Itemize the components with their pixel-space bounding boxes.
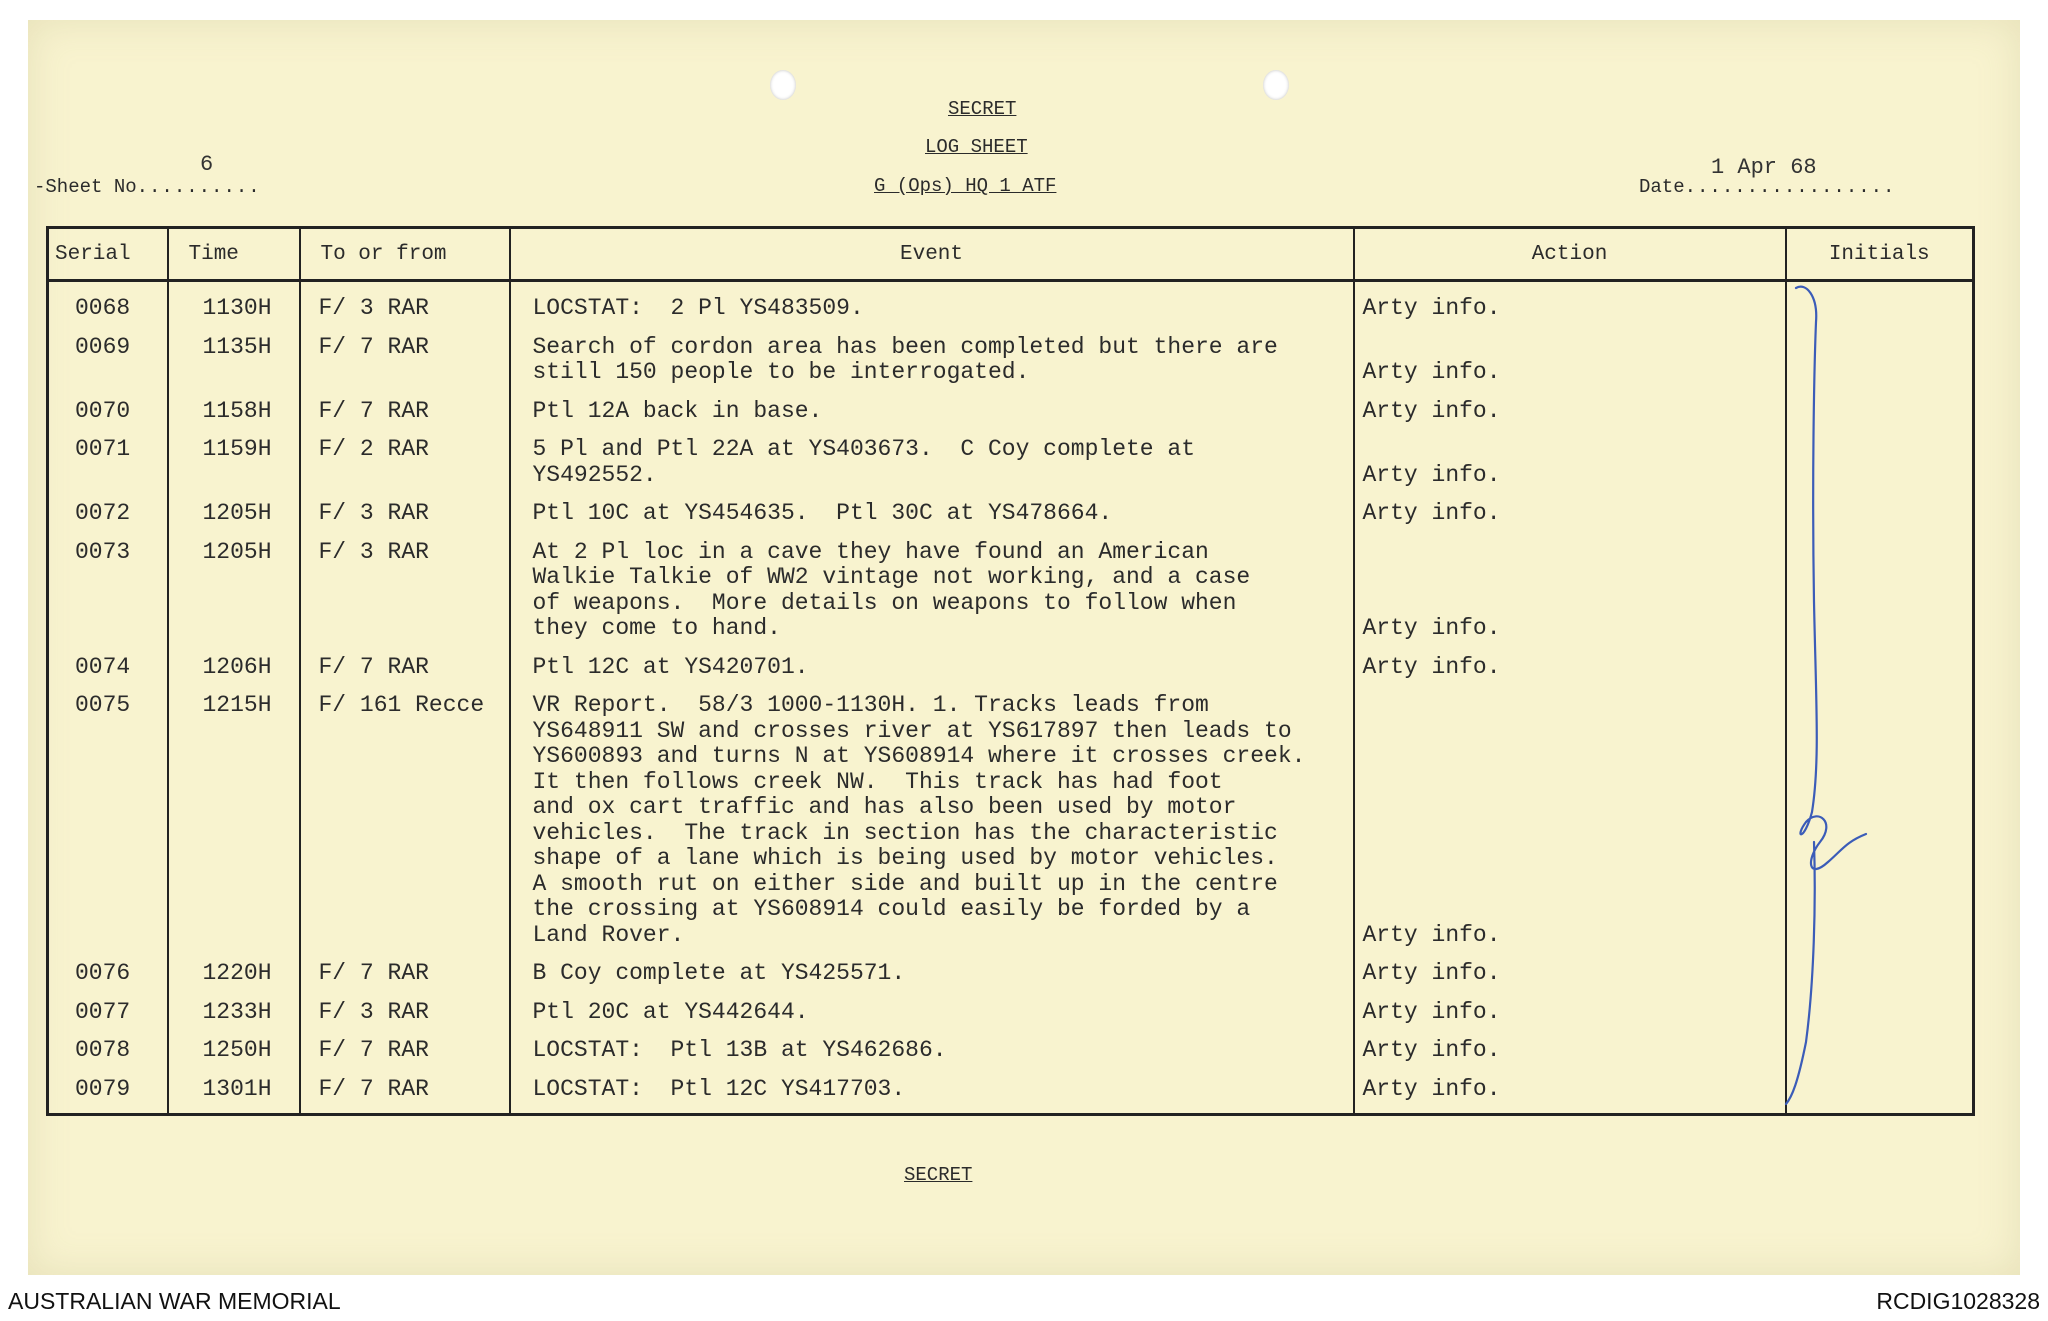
- from-cell: F/ 7 RAR: [318, 1075, 429, 1102]
- spacer-line: [75, 463, 167, 489]
- spacer-line: [319, 923, 509, 949]
- time-column: [169, 282, 299, 1102]
- from-cell: F/ 161 Recce: [318, 692, 485, 718]
- action-cell: Arty info.: [1362, 397, 1501, 424]
- time-cell: 1159H: [202, 436, 272, 462]
- serial-cell: 0070: [75, 397, 131, 424]
- spacer-line: [319, 591, 509, 617]
- time-cell: 1250H: [202, 1037, 272, 1063]
- action-cell: Arty info.: [1362, 461, 1501, 488]
- spacer-line: [203, 770, 299, 796]
- spacer-line: [75, 872, 167, 898]
- serial-column: [49, 282, 167, 1102]
- spacer-line: [203, 821, 299, 847]
- spacer-line: [1363, 770, 1785, 796]
- serial-cell: 0076: [75, 960, 131, 986]
- header-event: Event: [510, 228, 1354, 281]
- initials-signature: [1776, 282, 1886, 1112]
- spacer-line: [75, 770, 167, 796]
- serial-cell: 0079: [75, 1075, 131, 1102]
- action-cell: Arty info.: [1362, 653, 1501, 680]
- from-cell: F/ 3 RAR: [318, 295, 429, 321]
- spacer-line: [203, 591, 299, 617]
- event-line: LOCSTAT: Ptl 13B at YS462686.: [532, 1037, 947, 1063]
- action-cell: Arty info.: [1362, 500, 1501, 526]
- time-cell: 1233H: [202, 998, 272, 1025]
- spacer-line: [1363, 540, 1785, 566]
- log-table: [46, 226, 1975, 1116]
- spacer-line: [1363, 897, 1785, 923]
- from-cell: F/ 7 RAR: [318, 653, 429, 680]
- time-cell: 1301H: [202, 1075, 272, 1102]
- event-line: B Coy complete at YS425571.: [532, 960, 906, 986]
- serial-cell: 0074: [75, 653, 131, 680]
- serial-cell: 0073: [75, 538, 131, 565]
- event-column: [511, 282, 1353, 1102]
- spacer-line: [1363, 719, 1785, 745]
- spacer-line: [1363, 846, 1785, 872]
- event-line: YS492552.: [532, 461, 657, 488]
- event-line: VR Report. 58/3 1000-1130H. 1. Tracks leads from: [532, 692, 1209, 718]
- spacer-line: [75, 360, 167, 386]
- spacer-line: [1363, 591, 1785, 617]
- event-line: vehicles. The track in section has the characteristic: [532, 819, 1278, 846]
- action-cell: Arty info.: [1362, 1037, 1501, 1063]
- serial-cell: 0075: [75, 692, 131, 718]
- spacer-line: [1363, 693, 1785, 719]
- spacer-line: [75, 821, 167, 847]
- spacer-line: [203, 872, 299, 898]
- spacer-line: [75, 565, 167, 591]
- punch-hole: [1263, 70, 1289, 100]
- from-cell: F/ 2 RAR: [318, 436, 429, 462]
- from-cell: F/ 7 RAR: [318, 960, 429, 986]
- header-to-or-from: To or from: [300, 228, 510, 281]
- spacer-line: [203, 616, 299, 642]
- spacer-line: [319, 360, 509, 386]
- spacer-line: [319, 897, 509, 923]
- spacer-line: [319, 846, 509, 872]
- punch-hole: [770, 70, 796, 100]
- spacer-line: [75, 591, 167, 617]
- archive-name: AUSTRALIAN WAR MEMORIAL: [8, 1288, 341, 1314]
- spacer-line: [1363, 821, 1785, 847]
- time-cell: 1135H: [202, 333, 272, 360]
- spacer-line: [75, 923, 167, 949]
- table-header-row: [48, 228, 1974, 281]
- time-cell: 1215H: [202, 692, 272, 718]
- spacer-line: [1363, 872, 1785, 898]
- spacer-line: [1363, 437, 1785, 463]
- spacer-line: [203, 795, 299, 821]
- header-action: Action: [1354, 228, 1786, 281]
- event-line: of weapons. More details on weapons to follow when: [532, 589, 1237, 616]
- action-column: [1355, 282, 1785, 1102]
- spacer-line: [203, 463, 299, 489]
- sheet-no-label: -Sheet No..........: [34, 176, 261, 198]
- event-line: and ox cart traffic and has also been used by motor: [532, 794, 1237, 820]
- spacer-line: [75, 846, 167, 872]
- serial-cell: 0068: [75, 295, 131, 321]
- spacer-line: [203, 744, 299, 770]
- event-line: Walkie Talkie of WW2 vintage not working, and a case: [532, 564, 1251, 590]
- action-cell: Arty info.: [1362, 921, 1501, 948]
- spacer-line: [319, 872, 509, 898]
- event-line: Ptl 20C at YS442644.: [532, 998, 809, 1025]
- header-time: Time: [168, 228, 300, 281]
- spacer-line: [75, 616, 167, 642]
- spacer-line: [319, 463, 509, 489]
- event-line: Ptl 12C at YS420701.: [532, 653, 809, 680]
- date-value: 1 Apr 68: [1711, 155, 1817, 180]
- event-line: Land Rover.: [532, 921, 685, 948]
- time-cell: 1158H: [202, 397, 272, 424]
- spacer-line: [319, 744, 509, 770]
- spacer-line: [319, 565, 509, 591]
- from-cell: F/ 7 RAR: [318, 333, 429, 360]
- spacer-line: [203, 565, 299, 591]
- from-cell: F/ 3 RAR: [318, 500, 429, 526]
- classification-bottom: SECRET: [904, 1164, 973, 1186]
- date-label: Date.................: [1639, 176, 1896, 198]
- action-cell: Arty info.: [1362, 1075, 1501, 1102]
- archive-reference: RCDIG1028328: [1876, 1288, 2040, 1314]
- spacer-line: [319, 821, 509, 847]
- action-cell: Arty info.: [1362, 359, 1501, 385]
- serial-cell: 0077: [75, 998, 131, 1025]
- event-line: YS648911 SW and crosses river at YS617897 then leads to: [532, 717, 1292, 744]
- action-cell: Arty info.: [1362, 960, 1501, 986]
- from-cell: F/ 3 RAR: [318, 998, 429, 1025]
- time-cell: 1205H: [202, 538, 272, 565]
- log-sheet-paper: [28, 20, 2020, 1275]
- action-cell: Arty info.: [1362, 615, 1501, 641]
- spacer-line: [203, 923, 299, 949]
- spacer-line: [319, 770, 509, 796]
- spacer-line: [1363, 565, 1785, 591]
- from-column: [301, 282, 509, 1102]
- spacer-line: [75, 795, 167, 821]
- event-line: the crossing at YS608914 could easily be forded by a: [532, 896, 1251, 922]
- header-initials: Initials: [1786, 228, 1974, 281]
- event-line: A smooth rut on either side and built up in the centre: [532, 870, 1278, 897]
- spacer-line: [75, 719, 167, 745]
- spacer-line: [319, 616, 509, 642]
- event-line: LOCSTAT: 2 Pl YS483509.: [532, 295, 864, 321]
- spacer-line: [319, 795, 509, 821]
- event-line: shape of a lane which is being used by motor vehicles.: [532, 845, 1278, 871]
- table-body: [48, 281, 1974, 1115]
- time-cell: 1130H: [202, 295, 272, 321]
- spacer-line: [203, 897, 299, 923]
- event-line: Search of cordon area has been completed but there are: [532, 333, 1278, 360]
- action-cell: Arty info.: [1362, 998, 1501, 1025]
- time-cell: 1206H: [202, 653, 272, 680]
- spacer-line: [1363, 795, 1785, 821]
- form-title: LOG SHEET: [925, 136, 1028, 158]
- spacer-line: [75, 897, 167, 923]
- action-cell: Arty info.: [1362, 295, 1501, 321]
- sheet-no-value: 6: [200, 152, 214, 177]
- from-cell: F/ 7 RAR: [318, 397, 429, 424]
- spacer-line: [1363, 744, 1785, 770]
- from-cell: F/ 7 RAR: [318, 1037, 429, 1063]
- spacer-line: [203, 846, 299, 872]
- time-cell: 1205H: [202, 500, 272, 526]
- from-cell: F/ 3 RAR: [318, 538, 429, 565]
- event-line: YS600893 and turns N at YS608914 where it crosses creek.: [532, 743, 1306, 769]
- event-line: Ptl 12A back in base.: [532, 397, 823, 424]
- unit-heading: G (Ops) HQ 1 ATF: [874, 175, 1057, 197]
- event-line: Ptl 10C at YS454635. Ptl 30C at YS478664.: [532, 500, 1113, 526]
- spacer-line: [75, 744, 167, 770]
- event-line: 5 Pl and Ptl 22A at YS403673. C Coy complete at: [532, 436, 1196, 462]
- header-serial: Serial: [48, 228, 168, 281]
- spacer-line: [203, 360, 299, 386]
- spacer-line: [1363, 335, 1785, 361]
- serial-cell: 0071: [75, 436, 131, 462]
- event-line: still 150 people to be interrogated.: [532, 359, 1030, 385]
- event-line: they come to hand.: [532, 615, 781, 641]
- spacer-line: [203, 719, 299, 745]
- event-line: At 2 Pl loc in a cave they have found an American: [532, 538, 1209, 565]
- event-line: LOCSTAT: Ptl 12C YS417703.: [532, 1075, 906, 1102]
- event-line: It then follows creek NW. This track has had foot: [532, 768, 1223, 795]
- serial-cell: 0072: [75, 500, 131, 526]
- spacer-line: [319, 719, 509, 745]
- classification-top: SECRET: [948, 98, 1017, 120]
- time-cell: 1220H: [202, 960, 272, 986]
- serial-cell: 0069: [75, 333, 131, 360]
- serial-cell: 0078: [75, 1037, 131, 1063]
